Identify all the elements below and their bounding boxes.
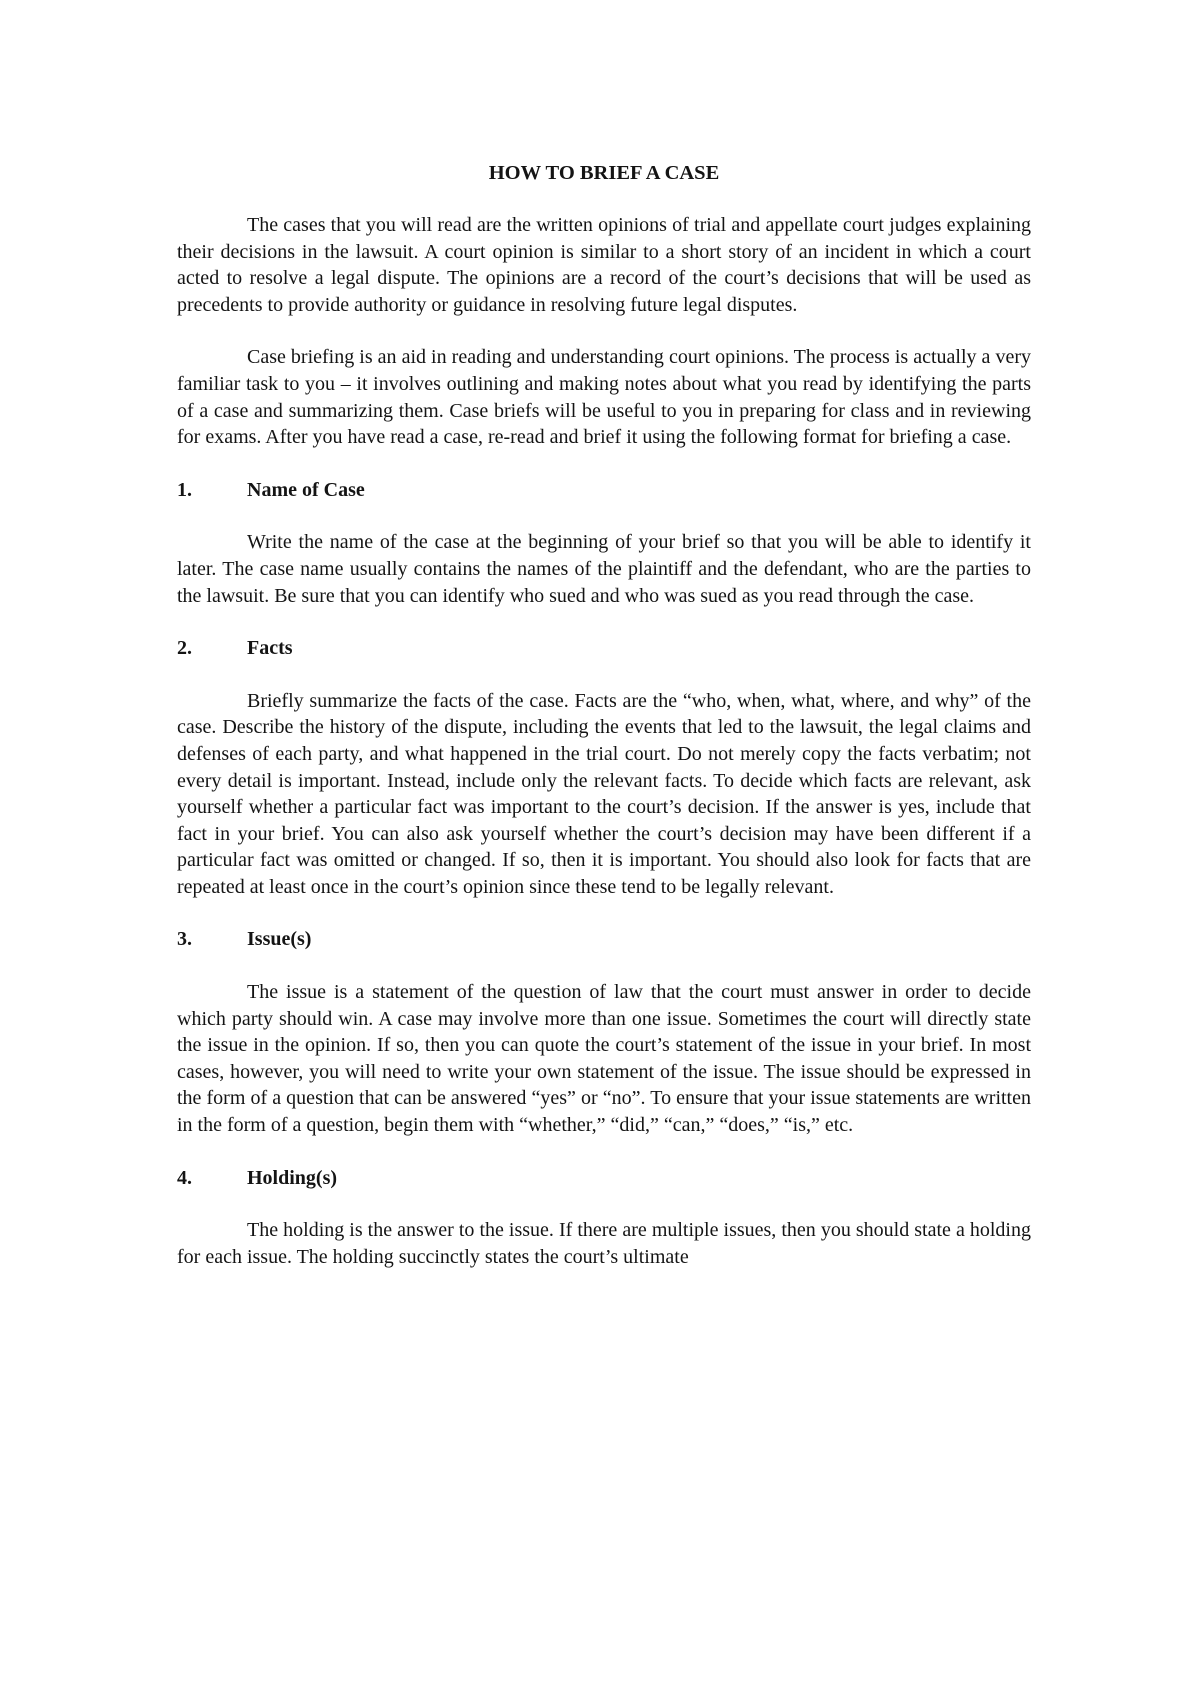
section-number: 2. xyxy=(177,637,192,660)
section-heading xyxy=(177,477,1031,504)
section-issues xyxy=(177,926,1031,1138)
section-title: Holding(s) xyxy=(247,1166,338,1189)
section-name-of-case xyxy=(177,477,1031,609)
intro-paragraph-1: The cases that you will read are the written opinions of trial and appellate court judges explaining their decisions in the lawsuit. A court opinion is similar to a short story of an incident in which a court acted to resolve a legal dispute. The opinions are a record of the court’s decisions that will be used as precedents to provide authority or guidance in resolving future legal disputes. xyxy=(177,214,1031,316)
section-body: Write the name of the case at the beginning of your brief so that you will be able to identify it later. The case name usually contains the names of the plaintiff and the defendant, who are the parties to the lawsuit. Be sure that you can identify who sued and who was sued as you read through the case. xyxy=(177,531,1031,607)
section-title: Name of Case xyxy=(247,478,365,501)
section-facts xyxy=(177,635,1031,900)
section-holdings xyxy=(177,1165,1031,1271)
section-body: The holding is the answer to the issue. If there are multiple issues, then you should state a holding for each issue. The holding succinctly states the court’s ultimate xyxy=(177,1219,1031,1268)
intro-paragraph-2: Case briefing is an aid in reading and understanding court opinions. The process is actually a very familiar task to you – it involves outlining and making notes about what you read by identifying the parts of a case and summarizing them. Case briefs will be useful to you in preparing for class and in reviewing for exams. After you have read a case, re-read and brief it using the following format for briefing a case. xyxy=(177,346,1031,449)
section-heading xyxy=(177,926,1031,953)
section-number: 3. xyxy=(177,928,192,951)
section-title: Facts xyxy=(247,637,293,660)
section-body: Briefly summarize the facts of the case. Facts are the “who, when, what, where, and why” of the case. Describe the history of the dispute, including the events that led to the lawsuit, the legal claims and defenses of each party, and what happened in the trial court. Do not merely copy the facts verbatim; not every detail is important. Instead, include only the relevant facts. To decide which facts are relevant, ask yourself whether a particular fact was important to the court’s decision. If the answer is yes, include that fact in your brief. You can also ask yourself whether the court’s decision may have been different if a particular fact was omitted or changed. If so, then it is important. You should also look for facts that are repeated at least once in the court’s opinion since these tend to be legally relevant. xyxy=(177,689,1031,898)
section-heading xyxy=(177,1165,1031,1192)
section-number: 4. xyxy=(177,1166,192,1189)
page-title: HOW TO BRIEF A CASE xyxy=(488,162,720,184)
section-title: Issue(s) xyxy=(247,928,312,951)
section-body: The issue is a statement of the question of law that the court must answer in order to decide which party should win. A case may involve more than one issue. Sometimes the court will directly state the issue in the opinion. If so, then you can quote the court’s statement of the issue in your brief. In most cases, however, you will need to write your own statement of the issue. The issue should be expressed in the form of a question that can be answered “yes” or “no”. To ensure that your issue statements are written in the form of a question, begin them with “whether,” “did,” “can,” “does,” “is,” etc. xyxy=(177,981,1031,1137)
document-body xyxy=(177,160,1031,1296)
section-heading xyxy=(177,635,1031,662)
section-number: 1. xyxy=(177,478,192,501)
